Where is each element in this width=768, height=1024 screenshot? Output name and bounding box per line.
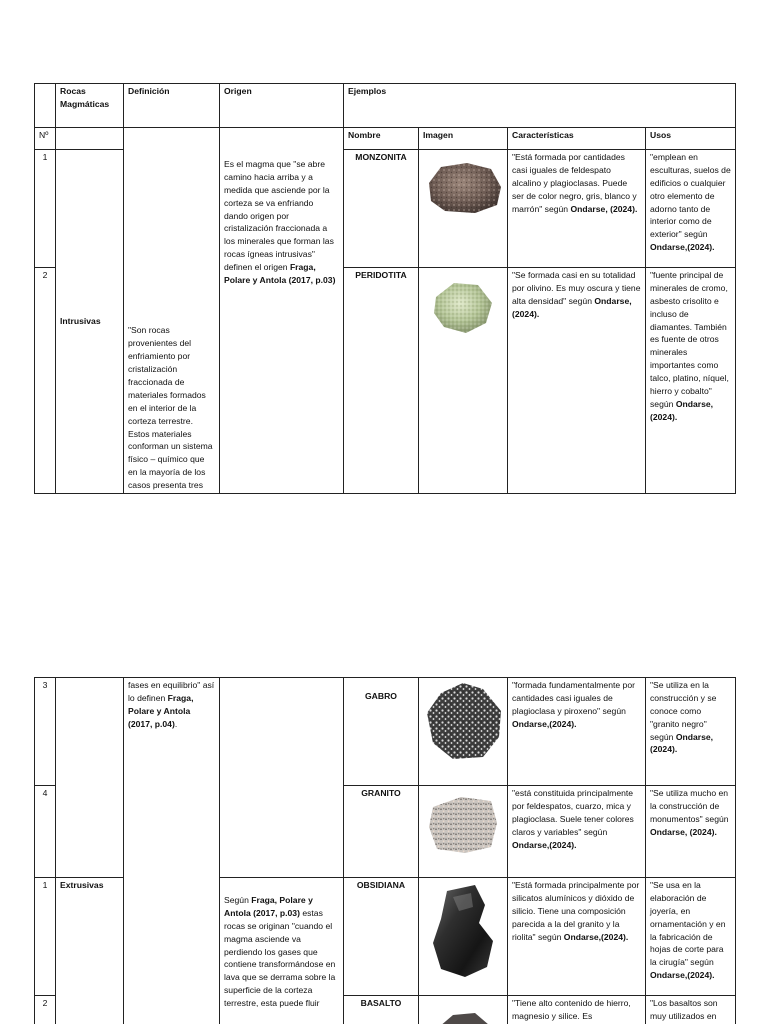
rock-name-obsidiana: OBSIDIANA [344, 878, 419, 996]
extrusivas-label: Extrusivas [56, 878, 124, 1024]
row-num: 2 [35, 268, 56, 494]
intrusivas-definicion: "Son rocas provenientes del enfriamiento por cristalización fraccionada de materiales formados en el interior de la corteza terrestre. Estos materiales conforman un sistema físico – químico que en la mayoría de los casos presenta tres [124, 128, 220, 494]
gabro-rock-image [423, 679, 505, 763]
intrusivas-origen-citation: Fraga, Polare y Antola (2017, p.03) [224, 262, 336, 286]
citation: Ondarse, (2024). [650, 826, 717, 837]
header-usos: Usos [646, 128, 736, 150]
rocks-table-page-2 [34, 677, 736, 1024]
rock-image-cell [419, 996, 508, 1024]
rock-name-peridotita: PERIDOTITA [344, 268, 419, 494]
row-num: 2 [35, 996, 56, 1024]
rock-name-basalto: BASALTO [344, 996, 419, 1024]
rock-name-gabro: GABRO [344, 678, 419, 786]
rock-image-cell [419, 678, 508, 786]
citation: Ondarse, (2024). [650, 398, 714, 422]
rock-caracteristicas: "Está formada principalmente por silicatos alumínicos y dióxido de silicio. Tiene una composición parecida a la del granito y la riolita" según Ondarse,(2024). [508, 878, 646, 996]
rock-image-cell [419, 786, 508, 878]
rock-usos: "fuente principal de minerales de cromo, asbesto crisolito e incluso de diamantes. También es fuente de otros minerales importantes como talco, platino, níquel, hierro y cobalto" según Ondarse, (2024). [646, 268, 736, 494]
header-origen: Origen [220, 84, 344, 128]
citation: Ondarse,(2024). [563, 931, 629, 942]
rock-usos: "Se utiliza en la construcción y se conoce como "granito negro" según Ondarse, (2024). [646, 678, 736, 786]
rock-caracteristicas: "está constituida principalmente por feldespatos, cuarzo, mica y plagioclasa. Suele tener colores claros y variables" según Ondarse,(2024). [508, 786, 646, 878]
rock-usos: "emplean en esculturas, suelos de edificios o cualquier otro elemento de adorno tanto de interior como de exterior" según Ondarse,(2024). [646, 150, 736, 268]
extrusivas-origen-citation: Fraga, Polare y Antola (2017, p.03) [224, 895, 313, 918]
header-ejemplos: Ejemplos [344, 84, 736, 128]
row-num: 3 [35, 678, 56, 786]
row-num: 1 [35, 150, 56, 268]
header-nombre: Nombre [344, 128, 419, 150]
citation: Ondarse,(2024). [650, 970, 715, 981]
rock-caracteristicas: "Tiene alto contenido de hierro, magnesio y silice. Es [508, 996, 646, 1024]
header-imagen: Imagen [419, 128, 508, 150]
rock-caracteristicas: "Se formada casi en su totalidad por olivino. Es muy oscura y tiene alta densidad" según Ondarse,(2024). [508, 268, 646, 494]
intrusivas-origen-cont [220, 678, 344, 878]
row-num: 1 [35, 878, 56, 996]
header-definicion: Definición [124, 84, 220, 128]
intrusivas-definicion-cont: fases en equilibrio" así lo definen Fraga, Polare y Antola (2017, p.04). [124, 678, 220, 1024]
rock-name-monzonita: MONZONITA [344, 150, 419, 268]
row-num: 4 [35, 786, 56, 878]
rock-usos: "Los basaltos son muy utilizados en [646, 996, 736, 1024]
rock-usos: "Se usa en la elaboración de joyería, en ornamentación y en la fabricación de hojas de corte para la cirugía" según Ondarse,(2024). [646, 878, 736, 996]
definicion-citation: Fraga, Polare y Antola (2017, p.04) [128, 692, 194, 729]
intrusivas-label: Intrusivas [56, 150, 124, 494]
extrusivas-origen: Según Fraga, Polare y Antola (2017, p.03) estas rocas se originan "cuando el magma asciende va perdiendo los gases que contiene transformándose en lava que se derrama sobre la superficie de la corteza terrestre, esta puede fluir [220, 878, 344, 1024]
header-rocas: Rocas Magmáticas [56, 84, 124, 128]
rock-name-granito: GRANITO [344, 786, 419, 878]
rock-image-cell [419, 878, 508, 996]
rock-caracteristicas: "formada fundamentalmente por cantidades casi iguales de plagioclasa y piroxeno" según Ondarse,(2024). [508, 678, 646, 786]
obsidiana-rock-image [427, 883, 499, 979]
header-num: Nº [35, 128, 56, 150]
rock-caracteristicas: "Está formada por cantidades casi iguales de feldespato alcalino y plagioclasas. Puede ser de color negro, gris, blanco y marrón" según Ondarse, (2024). [508, 150, 646, 268]
citation: Ondarse, (2024). [570, 203, 638, 214]
citation: Ondarse,(2024). [650, 242, 715, 253]
intrusivas-label-cont [56, 678, 124, 878]
granito-rock-image [425, 793, 501, 857]
header-caracteristicas: Características [508, 128, 646, 150]
rock-usos: "Se utiliza mucho en la construcción de monumentos" según Ondarse, (2024). [646, 786, 736, 878]
citation: Ondarse,(2024). [512, 295, 632, 319]
citation: Ondarse,(2024). [512, 718, 577, 729]
intrusivas-origen-text: Es el magma que "se abre camino hacia arriba y a medida que asciende por la corteza se va enfriando dando origen por cristalización fraccionada a los minerales que forman las rocas ígneas intrusivas" definen el origen [224, 159, 334, 273]
citation: Ondarse,(2024). [512, 839, 577, 850]
basalto-rock-image [433, 1009, 493, 1024]
citation: Ondarse, (2024). [650, 731, 714, 755]
